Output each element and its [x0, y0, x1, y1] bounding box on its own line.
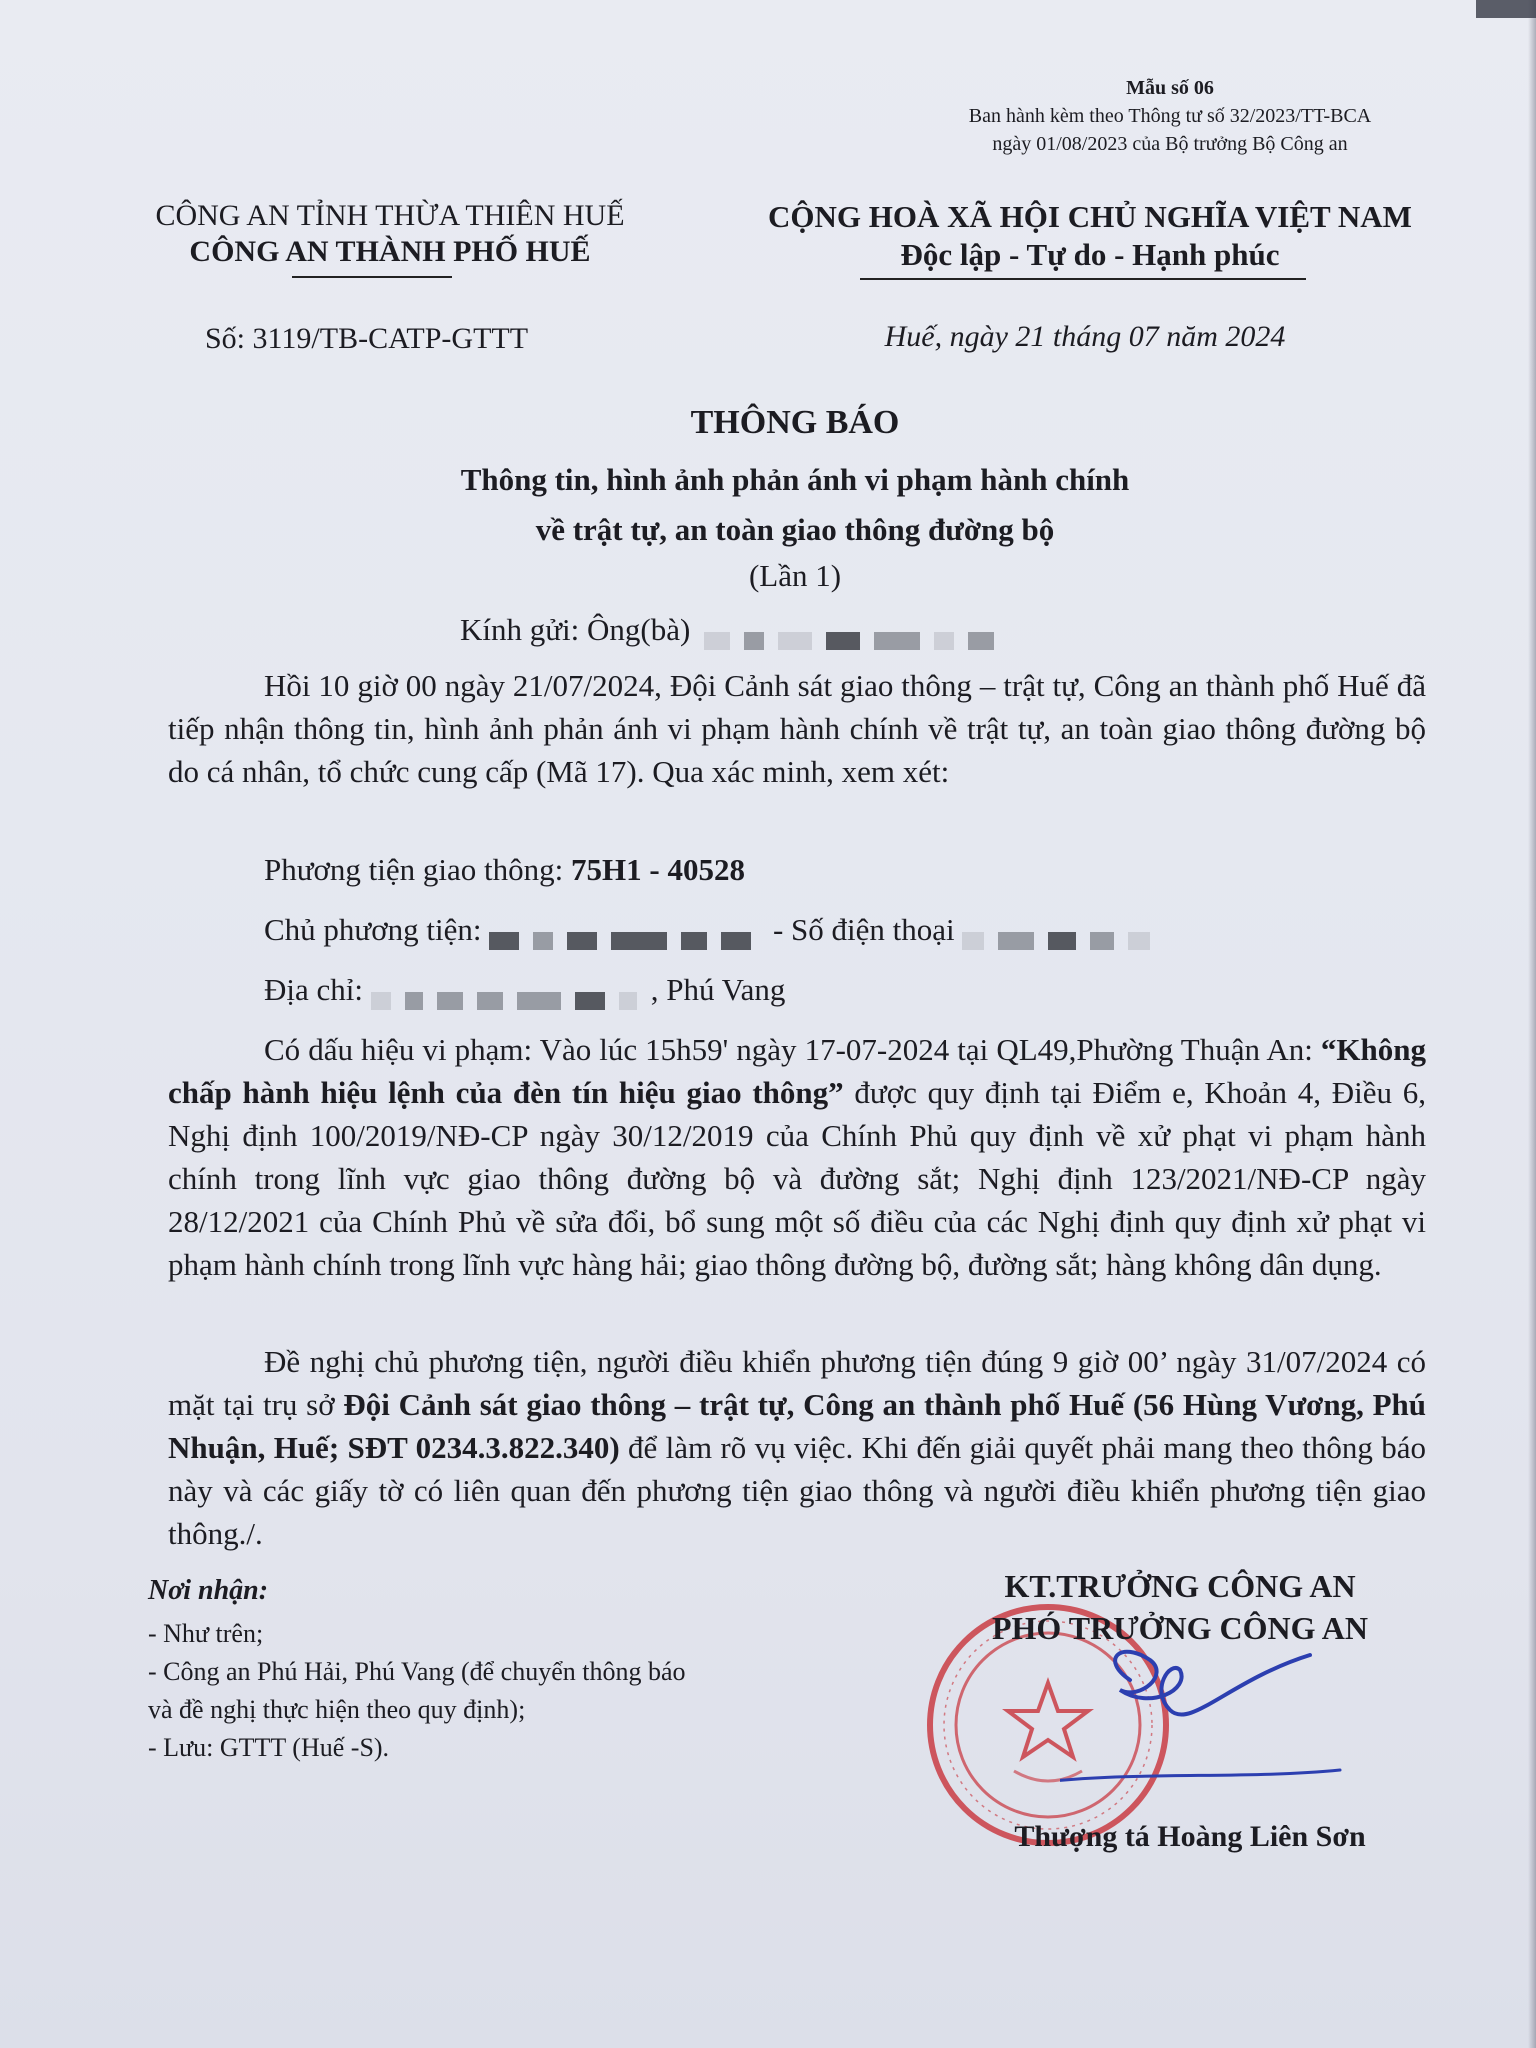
- notice-round: (Lần 1): [748, 558, 842, 593]
- redacted-recipient-name: [704, 622, 1008, 644]
- recipient-item: - Như trên;: [148, 1619, 264, 1648]
- page-corner-shadow: [1476, 0, 1536, 18]
- vehicle-line: [264, 852, 745, 888]
- vehicle-label: Phương tiện giao thông:: [264, 852, 572, 887]
- redacted-address: [371, 982, 651, 1004]
- request-intro: Đề nghị chủ phương tiện, người điều khiển phương tiện đúng 9 giờ 00’ ngày 31/07/2024 có mặt tại trụ sở: [168, 1344, 1426, 1422]
- request-location: Đội Cảnh sát giao thông – trật tự, Công an thành phố Huế (56 Hùng Vương, Phú Nhuận, Huế; SĐT 0234.3.822.340): [168, 1387, 1426, 1465]
- owner-label: Chủ phương tiện:: [264, 912, 490, 947]
- violation-legal-basis: được quy định tại Điểm e, Khoản 4, Điều 6, Nghị định 100/2019/NĐ-CP ngày 30/12/2019 của Chính Phủ quy định về xử phạt vi phạm hành chính trong lĩnh vực giao thông đường bộ và đường sắt; Nghị định 123/2021/NĐ-CP ngày 28/12/2021 của Chính Phủ về sửa đổi, bổ sung một số điều của các Nghị định quy định xử phạt vi phạm hành chính trong lĩnh vực hàng hải; giao thông đường bộ, đường sắt; hàng không dân dụng.: [168, 1075, 1427, 1282]
- document-title: THÔNG BÁO: [690, 404, 900, 441]
- national-header: [705, 198, 1475, 274]
- recipients-heading: Nơi nhận:: [148, 1575, 269, 1606]
- issued-with-line-1: Ban hành kèm theo Thông tư số 32/2023/TT-BCA: [968, 105, 1372, 127]
- signatory-title-line-2: PHÓ TRƯỞNG CÔNG AN: [991, 1610, 1368, 1646]
- recipients-list: [148, 1615, 848, 1767]
- agency-underline: [292, 276, 452, 278]
- signatory-title-line-1: KT.TRƯỞNG CÔNG AN: [1004, 1568, 1356, 1604]
- country-name: CỘNG HOÀ XÃ HỘI CHỦ NGHĨA VIỆT NAM: [768, 199, 1412, 234]
- paragraph-receipt-text: Hồi 10 giờ 00 ngày 21/07/2024, Đội Cảnh sát giao thông – trật tự, Công an thành phố Huế đã tiếp nhận thông tin, hình ảnh phản ánh vi phạm hành chính về trật tự, an toàn giao thông đường bộ do cá nhân, tổ chức cung cấp (Mã 17). Qua xác minh, xem xét:: [168, 668, 1426, 789]
- recipient-item: - Lưu: GTTT (Huế -S).: [148, 1733, 390, 1762]
- form-number: Mẫu số 06: [1126, 77, 1214, 99]
- owner-line: [264, 912, 1164, 948]
- agency-header: [100, 198, 680, 270]
- form-number-block: [900, 74, 1440, 158]
- phone-label: - Số điện thoại: [765, 912, 963, 947]
- recipient-item: - Công an Phú Hải, Phú Vang (để chuyển thông báo: [148, 1657, 686, 1686]
- paragraph-receipt: [168, 664, 1426, 793]
- agency-parent: CÔNG AN TỈNH THỪA THIÊN HUẾ: [155, 199, 625, 232]
- motto-underline: [860, 278, 1306, 280]
- redacted-phone-number: [962, 922, 1164, 944]
- document-subtitle: [0, 455, 1536, 555]
- address-label: Địa chỉ:: [264, 972, 363, 1007]
- document-date: Huế, ngày 21 tháng 07 năm 2024: [884, 320, 1286, 353]
- vehicle-plate: 75H1 - 40528: [571, 852, 745, 887]
- signatory-name: Thượng tá Hoàng Liên Sơn: [1014, 1820, 1366, 1853]
- redacted-owner-name: [489, 922, 765, 944]
- recipient-line: [460, 612, 1008, 648]
- issued-with-line-2: ngày 01/08/2023 của Bộ trưởng Bộ Công an: [992, 133, 1348, 155]
- address-suffix: , Phú Vang: [650, 972, 786, 1007]
- signatory-title: [930, 1565, 1430, 1649]
- violation-intro: Có dấu hiệu vi phạm: Vào lúc 15h59' ngày 17-07-2024 tại QL49,Phường Thuận An:: [264, 1032, 1321, 1067]
- subtitle-line-1: Thông tin, hình ảnh phản ánh vi phạm hành chính: [460, 462, 1130, 497]
- national-motto: Độc lập - Tự do - Hạnh phúc: [900, 237, 1280, 272]
- paragraph-request: [168, 1340, 1426, 1555]
- request-details: để làm rõ vụ việc. Khi đến giải quyết phải mang theo thông báo này và các giấy tờ có liên quan đến phương tiện giao thông và người điều khiển phương tiện giao thông./.: [168, 1430, 1426, 1551]
- violation-description: “Không chấp hành hiệu lệnh của đèn tín hiệu giao thông”: [168, 1032, 1426, 1110]
- document-number: Số: 3119/TB-CATP-GTTT: [205, 322, 529, 355]
- agency-name: CÔNG AN THÀNH PHỐ HUẾ: [189, 235, 591, 268]
- recipient-item: và đề nghị thực hiện theo quy định);: [148, 1695, 526, 1724]
- paragraph-violation: [168, 1028, 1426, 1286]
- recipient-label: Kính gửi: Ông(bà): [460, 612, 691, 647]
- subtitle-line-2: về trật tự, an toàn giao thông đường bộ: [535, 512, 1055, 547]
- address-line: [264, 972, 785, 1008]
